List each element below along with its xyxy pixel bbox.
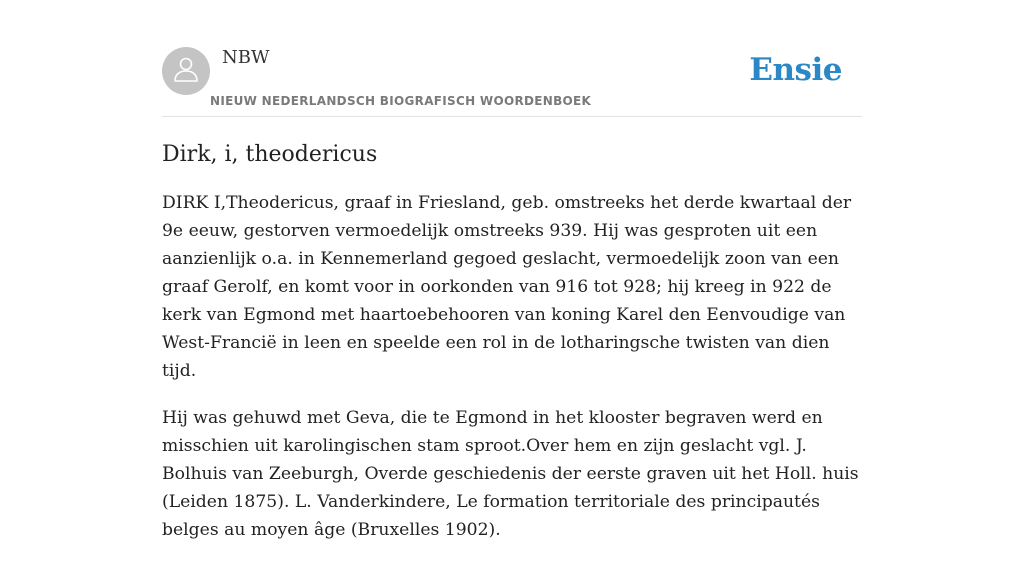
user-icon: [173, 55, 199, 88]
page-title: Dirk, i, theodericus: [162, 142, 378, 167]
page-header: [162, 0, 862, 117]
source-subtitle: NIEUW NEDERLANDSCH BIOGRAFISCH WOORDENBOEK: [210, 94, 592, 108]
avatar[interactable]: [162, 47, 210, 95]
article-paragraph: DIRK I,Theodericus, graaf in Friesland, geb. omstreeks het derde kwartaal der 9e eeuw, gestorven vermoedelijk omstreeks 939. Hij was gesproten uit een aanzienlijk o.a. in Kennemerland gegoed geslacht, vermoedelijk zoon van een graaf Gerolf, en komt voor in oorkonden van 916 tot 928; hij kreeg in 922 de kerk van Egmond met haartoebehooren van koning Karel den Eenvoudige van West-Francië in leen en speelde een rol in de lotharingsche twisten van dien tijd.: [162, 193, 852, 381]
article-paragraph: Hij was gehuwd met Geva, die te Egmond in het klooster begraven werd en misschien uit karolingischen stam sproot.Over hem en zijn geslacht vgl. J. Bolhuis van Zeeburgh, Overde geschiedenis der eerste graven uit het Holl. huis (Leiden 1875). L. Vanderkindere, Le formation territoriale des principautés belges au moyen âge (Bruxelles 1902).: [162, 408, 859, 540]
source-name[interactable]: NBW: [222, 47, 270, 68]
article: [162, 139, 862, 563]
brand-logo[interactable]: Ensie: [749, 52, 842, 88]
